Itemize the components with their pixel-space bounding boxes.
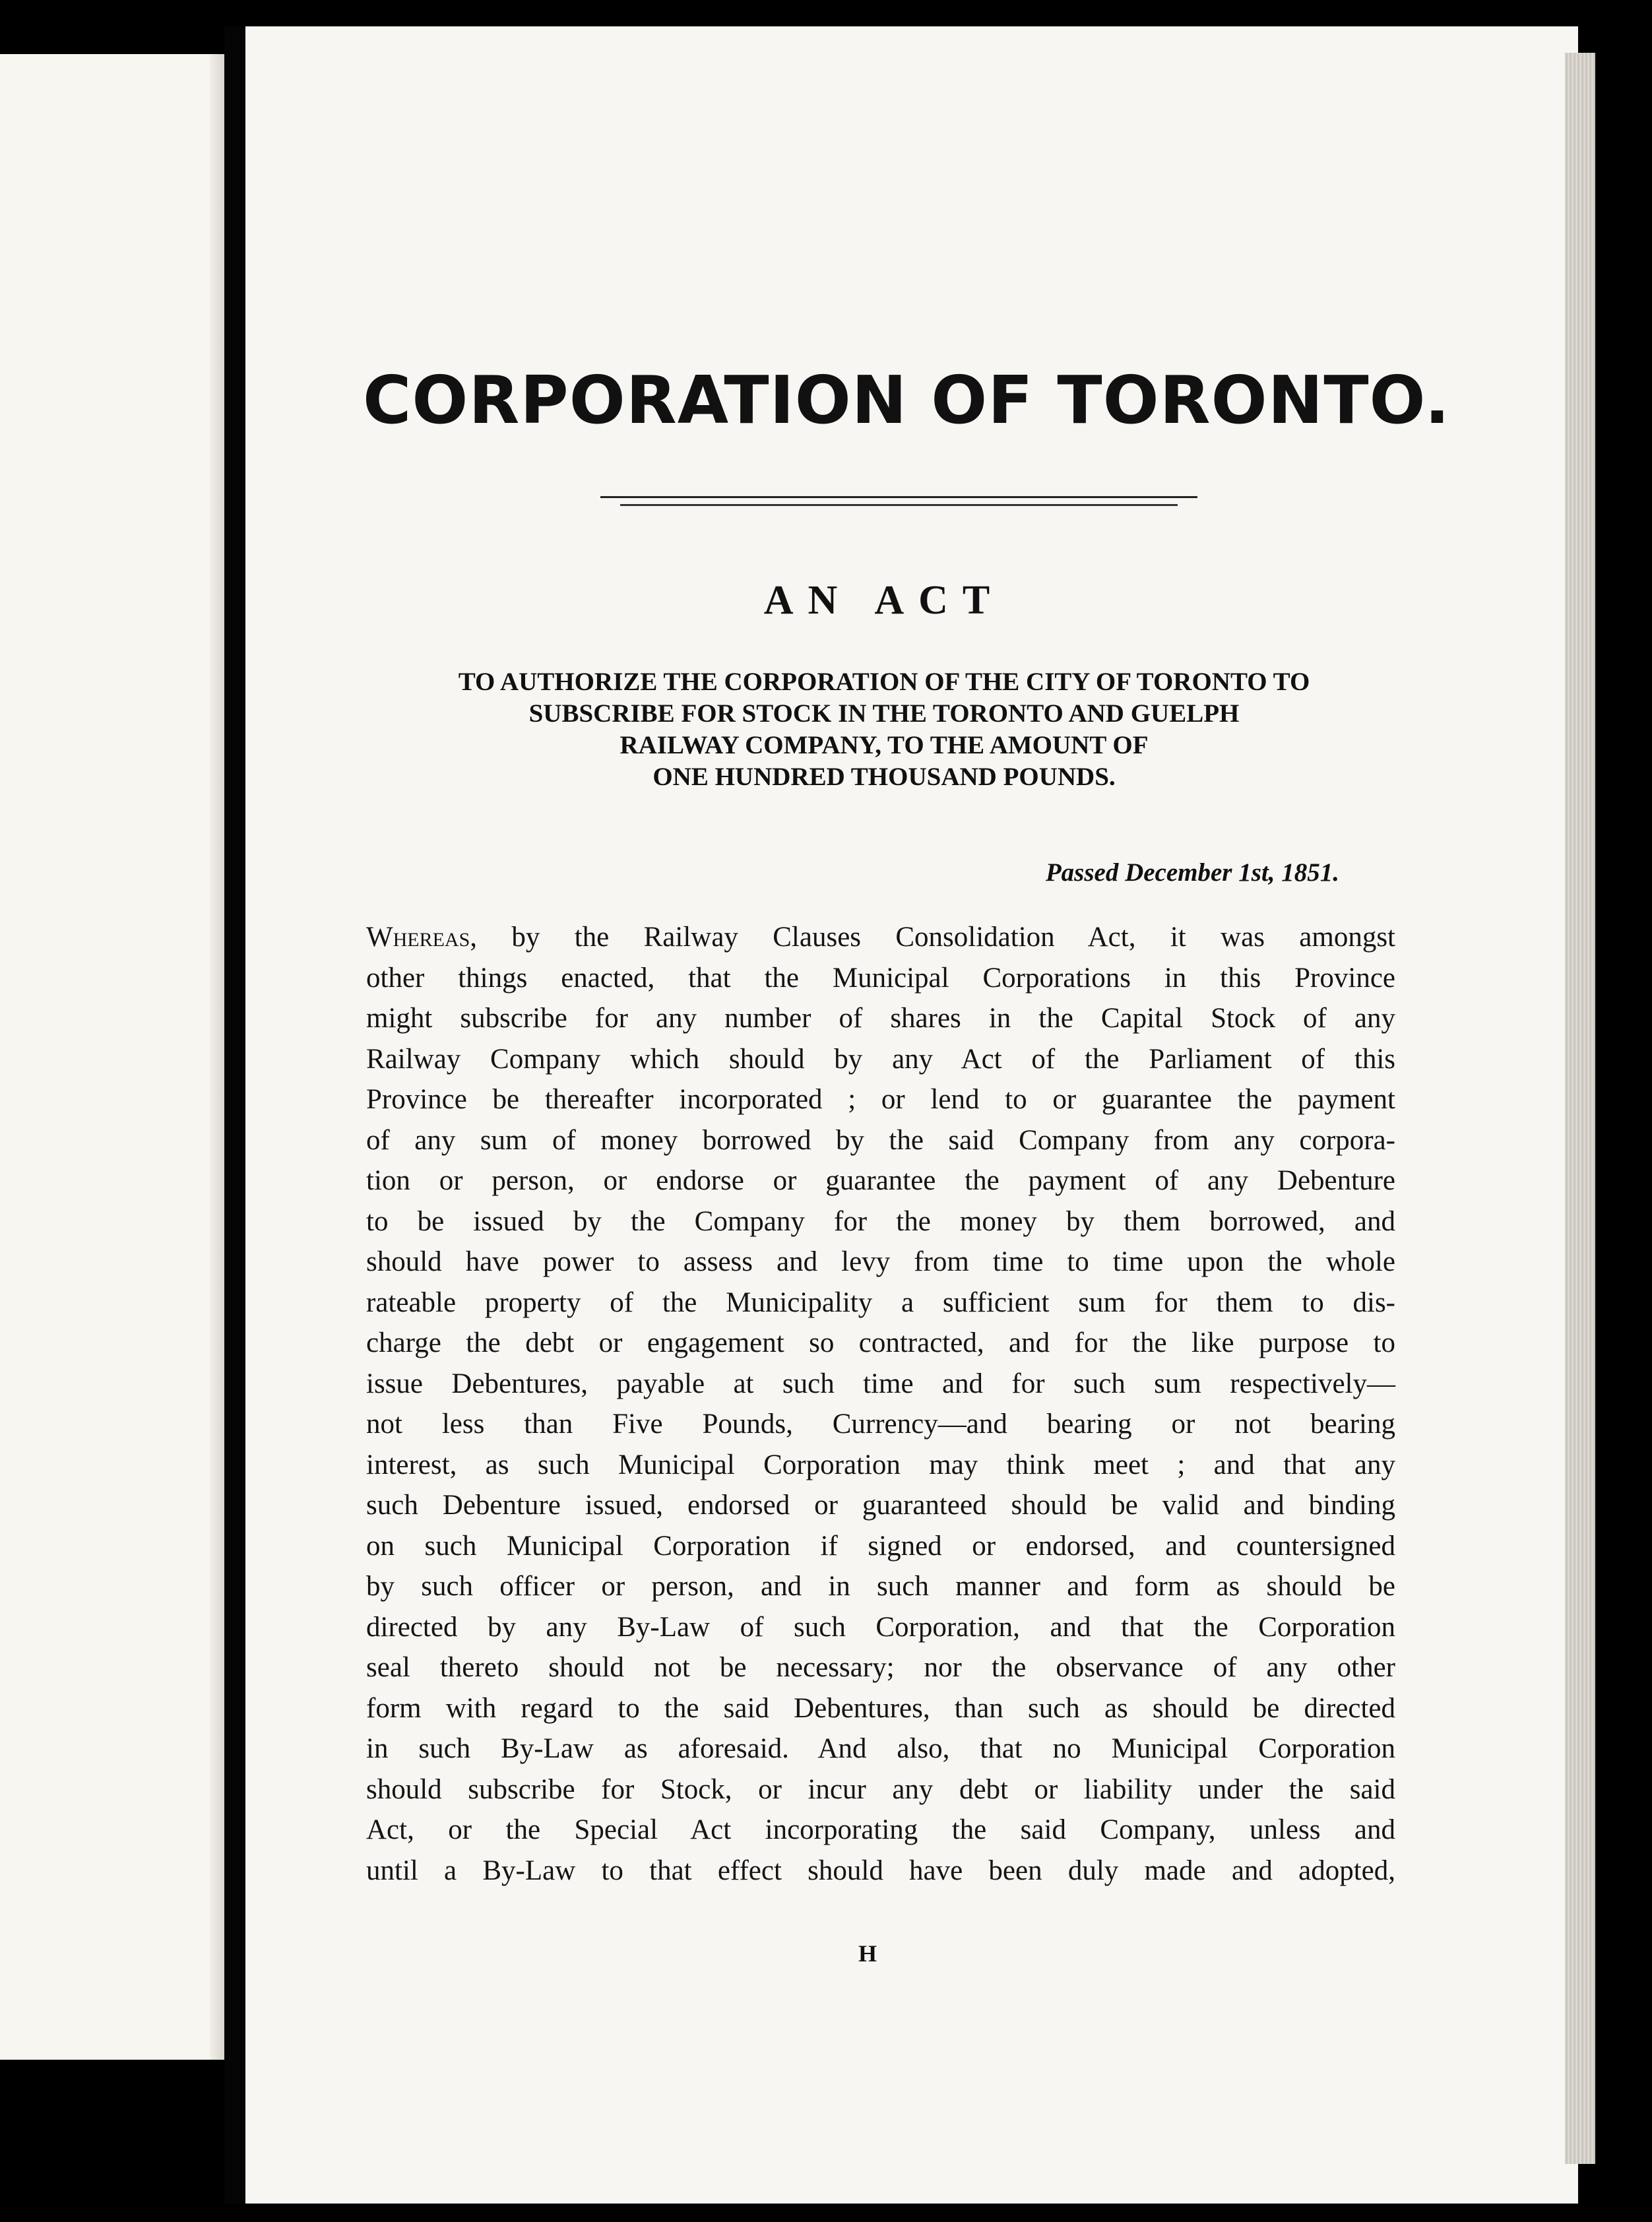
act-subtitle-line: RAILWAY COMPANY, TO THE AMOUNT OF [620, 731, 1149, 759]
page-edge-stack [1565, 53, 1595, 2164]
act-subtitle-line: TO AUTHORIZE THE CORPORATION OF THE CITY OF TORONTO TO [458, 668, 1310, 696]
body-line: to be issued by the Company for the money by them borrowed, and [366, 1205, 1395, 1237]
body-line: of any sum of money borrowed by the said Company from any corpora- [366, 1124, 1395, 1156]
body-line: until a By-Law to that effect should have been duly made and adopted, [366, 1855, 1395, 1886]
body-line: by such officer or person, and in such manner and form as should be [366, 1571, 1395, 1602]
body-line: might subscribe for any number of shares in the Capital Stock of any [366, 1003, 1395, 1034]
body-line: Railway Company which should by any Act of the Parliament of this [366, 1043, 1395, 1075]
left-page-edge [210, 54, 224, 2060]
body-line: rateable property of the Municipality a sufficient sum for them to dis- [366, 1286, 1395, 1318]
body-line: charge the debt or engagement so contracted, and for the like purpose to [366, 1327, 1395, 1358]
body-line: tion or person, or endorse or guarantee the payment of any Debenture [366, 1165, 1395, 1196]
body-line: Act, or the Special Act incorporating the said Company, unless and [366, 1814, 1395, 1845]
body-line: issue Debentures, payable at such time and for such sum respectively— [366, 1368, 1395, 1399]
body-line: on such Municipal Corporation if signed or endorsed, and countersigned [366, 1530, 1395, 1562]
body-line: Whereas, by the Railway Clauses Consolidation Act, it was amongst [366, 922, 1395, 953]
body-line: should have power to assess and levy from time to time upon the whole [366, 1246, 1395, 1277]
body-line: interest, as such Municipal Corporation may think meet ; and that any [366, 1449, 1395, 1480]
body-line: not less than Five Pounds, Currency—and bearing or not bearing [366, 1409, 1395, 1440]
act-subtitle-line: SUBSCRIBE FOR STOCK IN THE TORONTO AND GUELPH [528, 699, 1240, 728]
signature-mark: H [858, 1940, 877, 1967]
body-line: seal thereto should not be necessary; nor the observance of any other [366, 1652, 1395, 1683]
body-text [366, 917, 1395, 1891]
body-line: other things enacted, that the Municipal Corporations in this Province [366, 962, 1395, 994]
body-line: in such By-Law as aforesaid. And also, that no Municipal Corporation [366, 1733, 1395, 1764]
headline: CORPORATION OF TORONTO. [363, 362, 1451, 439]
body-line: Province be thereafter incorporated ; or lend to or guarantee the payment [366, 1084, 1395, 1115]
act-title: AN ACT [763, 578, 1005, 623]
body-line: such Debenture issued, endorsed or guaranteed should be valid and binding [366, 1490, 1395, 1521]
left-page [0, 54, 223, 2060]
body-first-word: Whereas, [366, 922, 478, 953]
passed-date: Passed December 1st, 1851. [1045, 858, 1339, 887]
act-subtitle-line: ONE HUNDRED THOUSAND POUNDS. [652, 763, 1116, 791]
body-line: directed by any By-Law of such Corporation, and that the Corporation [366, 1611, 1395, 1643]
body-line: should subscribe for Stock, or incur any debt or liability under the said [366, 1773, 1395, 1805]
act-subtitle [369, 666, 1399, 793]
body-line: form with regard to the said Debentures, than such as should be directed [366, 1692, 1395, 1724]
